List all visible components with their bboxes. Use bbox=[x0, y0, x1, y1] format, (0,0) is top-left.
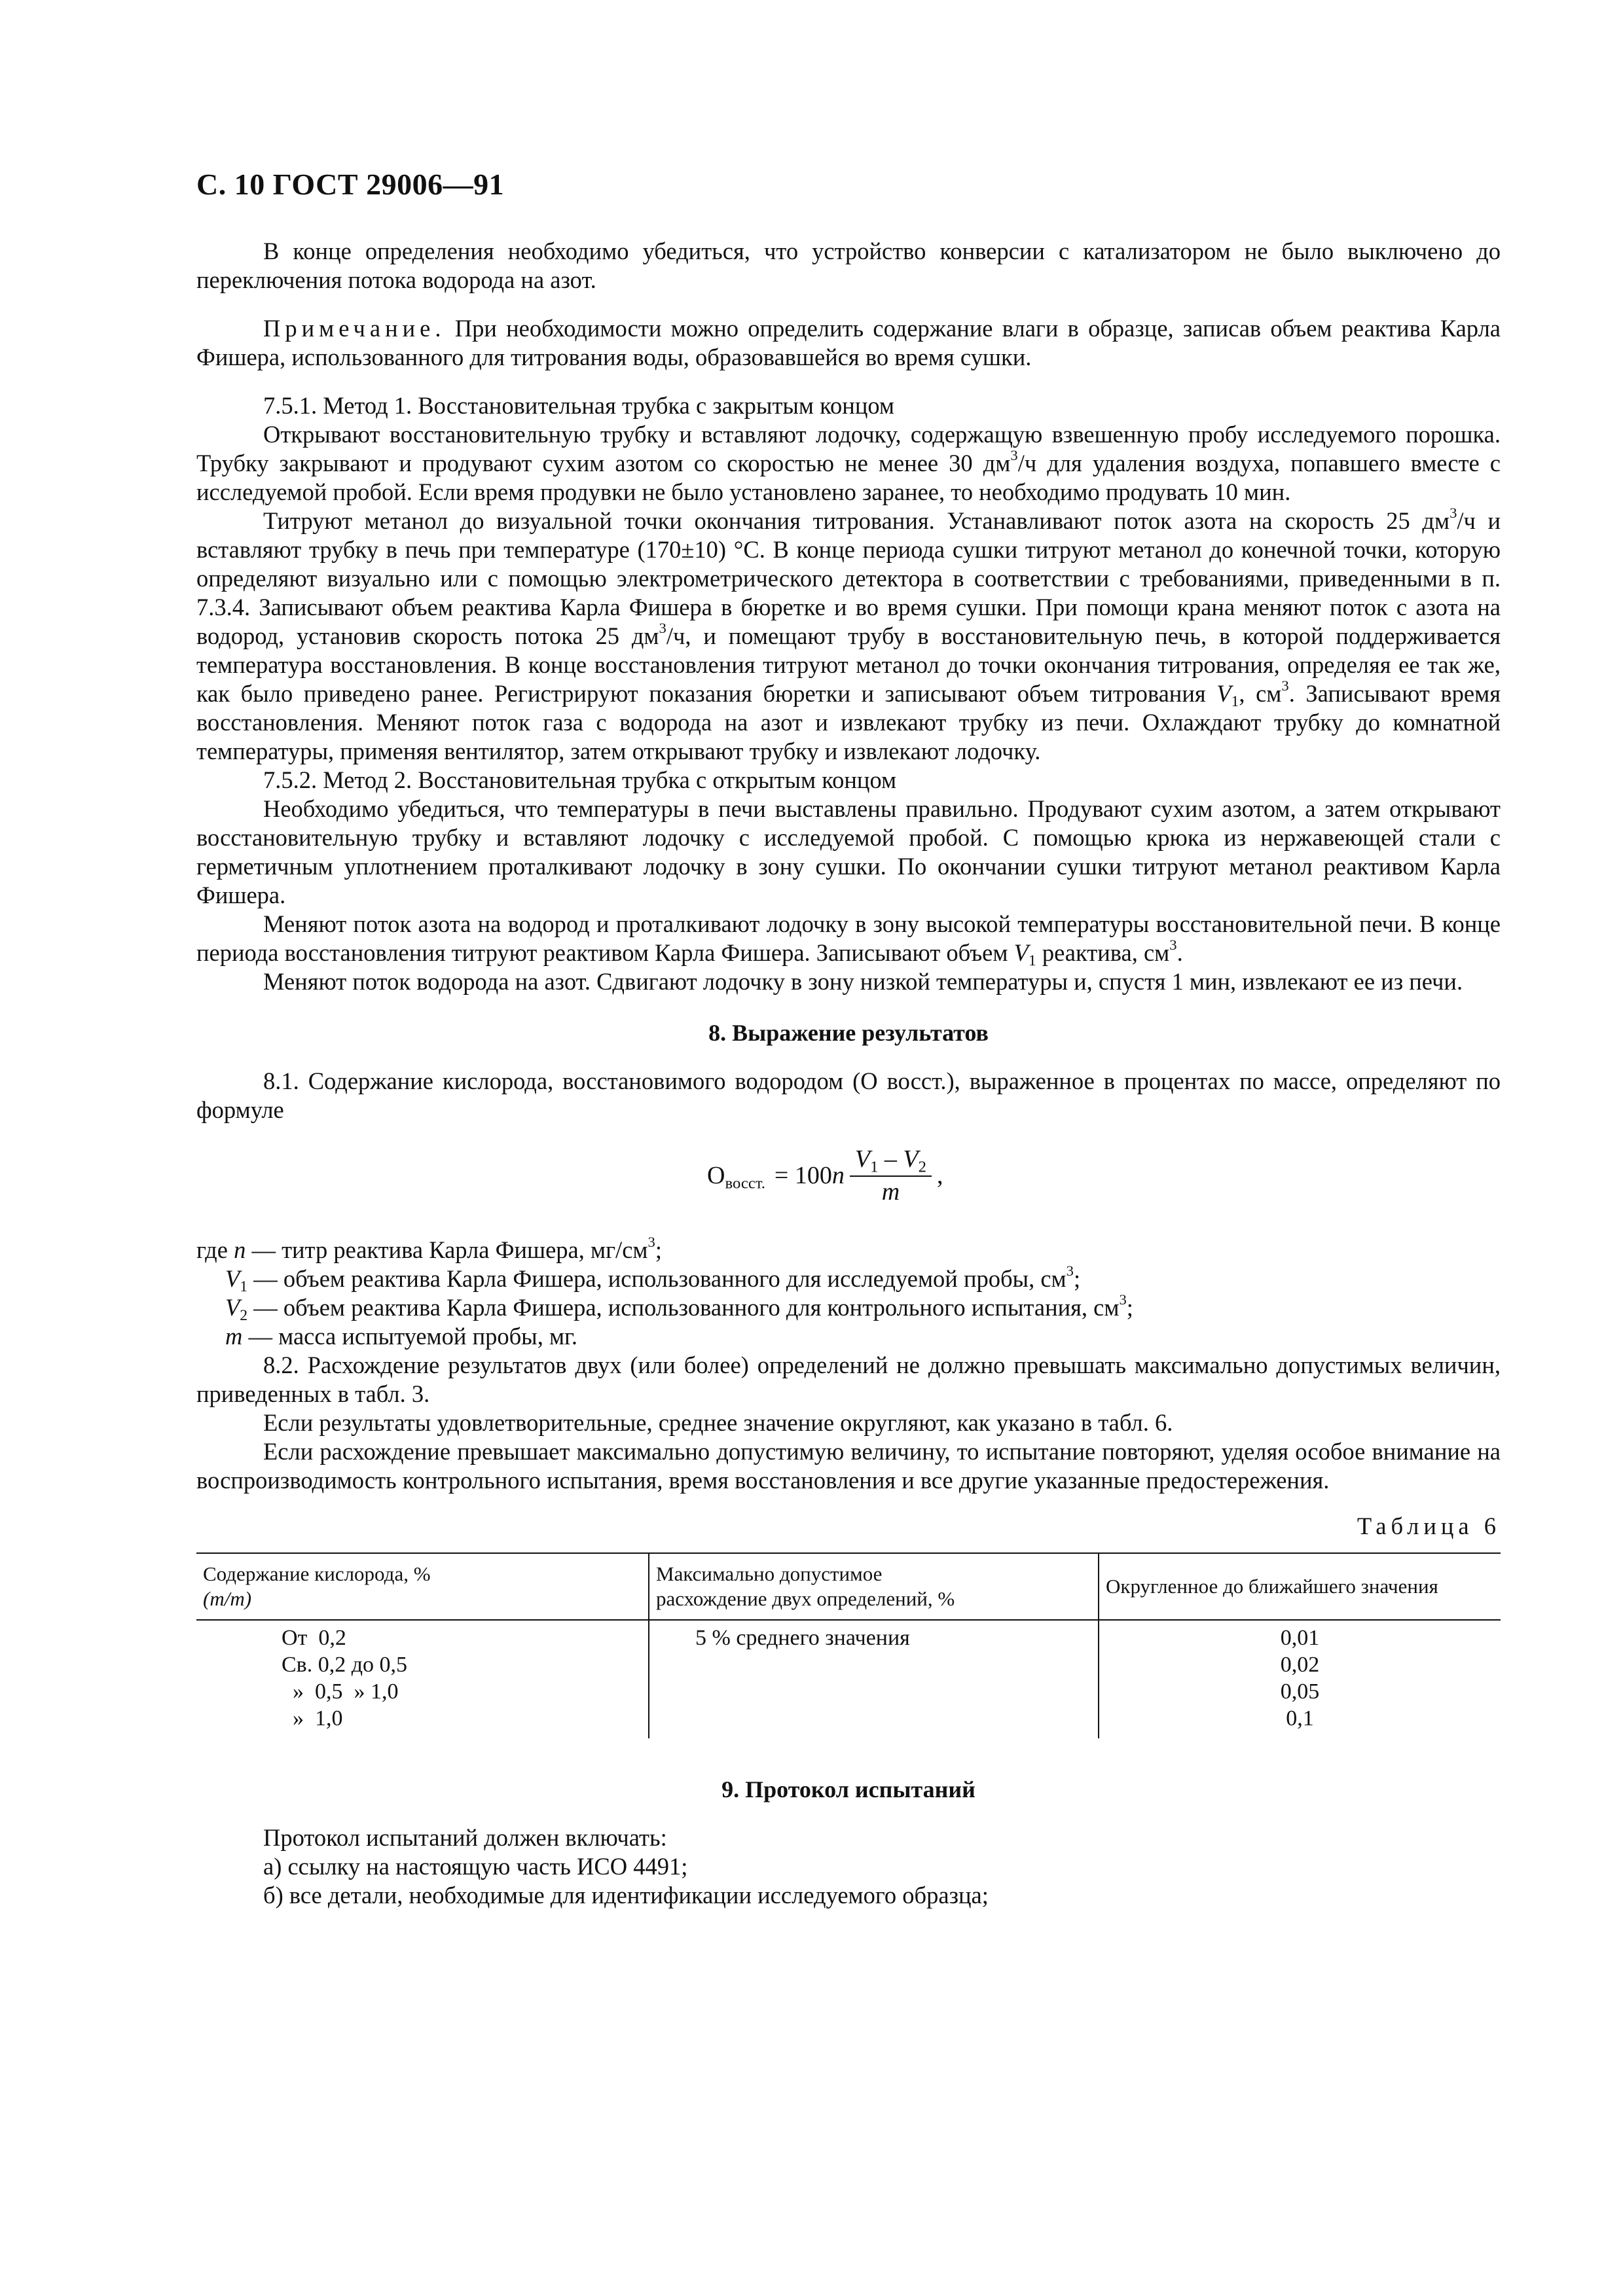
table-row bbox=[196, 1620, 1501, 1738]
section-7-5-1-paragraph-1: Открывают восстановительную трубку и вставляют лодочку, содержащую взвешенную пробу исследуемого порошка. Трубку закрывают и продувают сухим азотом со скоростью не менее 30 $дм^3/ч$ для удаления воздуха, попавшего вместе с исследуемой пробой. Если время продувки не было установлено заранее, то необходимо продувать 10 мин. bbox=[196, 421, 1501, 505]
table-col-oxygen: От 0,2 Св. 0,2 до 0,5 » 0,5 » 1,0 » 1,0 bbox=[282, 1626, 408, 1731]
formula-n: n bbox=[831, 1162, 845, 1189]
section-8-3-paragraph: Если результаты удовлетворительные, среднее значение округляют, как указано в табл. 6. bbox=[263, 1409, 1173, 1436]
table-6-caption: Таблица 6 bbox=[1357, 1513, 1501, 1539]
table-header-discrepancy: Максимально допустимое расхождение двух определений, % bbox=[649, 1553, 1099, 1620]
list-item: б) все детали, необходимые для идентификации исследуемого образца; bbox=[263, 1882, 989, 1909]
table-col-discrepancy: 5 % среднего значения bbox=[649, 1620, 1099, 1738]
table-header-oxygen: Содержание кислорода, % (m/m) bbox=[196, 1553, 649, 1620]
section-7-5-1-paragraph-2: Титруют метанол до визуальной точки окончания титрования. Устанавливают поток азота на скорость 25 $дм^3/ч$ и вставляют трубку в печь при температуре (170±10) °С. В конце периода сушки титруют метанол до конечной точки, которую определяют визуально или с помощью электрометрического детектора в соответствии с требованиями, приведенными в п. 7.3.4. Записывают объем реактива Карла Фишера в бюретке и во время сушки. При помощи крана меняют поток с азота на водород, установив скорость потока 25 $дм^3/ч$, и помещают трубу в восстановительную печь, в которой поддерживается температура восстановления. В конце восстановления титруют метанол до точки окончания титрования, определяя ее так же, как было приведено ранее. Регистрируют показания бюретки и записывают объем титрования $V_1$, $см^3$. Записывают время восстановления. Меняют поток газа с водорода на азот и извлекают трубку из печи. Охлаждают трубку до комнатной температуры, применяя вентилятор, затем открывают трубку и извлекают лодочку. bbox=[196, 505, 1501, 764]
section-8-1-paragraph: 8.1. Содержание кислорода, восстановимого водородом (О восст.), выраженное в процентах по массе, определяют по формуле bbox=[196, 1067, 1501, 1123]
section-8-2-paragraph: 8.2. Расхождение результатов двух (или более) определений не должно превышать максимально допустимых величин, приведенных в табл. 3. bbox=[196, 1352, 1501, 1407]
formula-eq: = 100 bbox=[774, 1162, 832, 1189]
section-7-5-2-paragraph-2: Меняют поток азота на водород и проталкивают лодочку в зону высокой температуры восстановительной печи. В конце периода восстановления титруют реактивом Карла Фишера. Записывают объем $V_1$ реактива, $см^3$. bbox=[196, 910, 1501, 970]
formula-fraction: $\frac{V_1 - V_2}{m}$ bbox=[850, 1144, 932, 1207]
table-col-rounded: 0,01 0,02 0,05 0,1 bbox=[1099, 1620, 1501, 1738]
section-9-heading: 9. Протокол испытаний bbox=[721, 1776, 976, 1803]
section-7-5-2-paragraph-1: Необходимо убедиться, что температуры в печи выставлены правильно. Продувают сухим азотом, а затем открывают восстановительную трубку и вставляют лодочку с исследуемой пробой. С помощью крюка из нержавеющей стали с герметичным уплотнением проталкивают лодочку в зону сушки. По окончании сушки титруют метанол реактивом Карла Фишера. bbox=[196, 795, 1501, 908]
legend-n: где n — титр реактива Карла Фишера, $мг/см^3$; bbox=[196, 1234, 662, 1263]
page-header: С. 10 ГОСТ 29006—91 bbox=[196, 168, 505, 201]
note-text: При необходимости можно определить содержание влаги в образце, записав объем реактива Карла Фишера, использованного для титрования воды, образовавшейся во время сушки. bbox=[196, 315, 1501, 370]
formula: $О_{восст.}$ = 100 n $\frac{V_1 - V_2}{m}$ , bbox=[707, 1145, 943, 1206]
table-6 bbox=[196, 1552, 1501, 1738]
table-header-rounded: Округленное до ближайшего значения bbox=[1099, 1553, 1501, 1620]
legend-v1: $V_1$ — объем реактива Карла Фишера, использованного для исследуемой пробы, $см^3$; bbox=[225, 1263, 1081, 1296]
section-9-paragraph: Протокол испытаний должен включать: bbox=[263, 1824, 667, 1851]
section-8-4-paragraph: Если расхождение превышает максимально допустимую величину, то испытание повторяют, уделяя особое внимание на воспроизводимость контрольного испытания, время восстановления и все другие указанные предостережения. bbox=[196, 1438, 1501, 1494]
section-7-5-2-title: 7.5.2. Метод 2. Восстановительная трубка с открытым концом bbox=[263, 766, 897, 793]
intro-paragraph: В конце определения необходимо убедиться, что устройство конверсии с катализатором не было выключено до переключения потока водорода на азот. bbox=[196, 238, 1501, 293]
list-item: а) ссылку на настоящую часть ИСО 4491; bbox=[263, 1853, 688, 1880]
document-body bbox=[196, 237, 1501, 1910]
formula-legend bbox=[196, 1236, 1501, 1351]
section-7-5-2-paragraph-3: Меняют поток водорода на азот. Сдвигают лодочку в зону низкой температуры и, спустя 1 мин, извлекают ее из печи. bbox=[263, 968, 1463, 995]
note-label: Примечание. bbox=[263, 315, 446, 342]
formula-lhs: $О_{восст.}$ bbox=[707, 1162, 765, 1193]
legend-v2: $V_2$ — объем реактива Карла Фишера, использованного для контрольного испытания, $см^3$; bbox=[225, 1291, 1133, 1325]
section-7-5-1-title: 7.5.1. Метод 1. Восстановительная трубка с закрытым концом bbox=[263, 392, 895, 419]
legend-m: m — масса испытуемой пробы, мг. bbox=[225, 1323, 578, 1350]
section-9-list bbox=[196, 1852, 1501, 1910]
note-paragraph bbox=[196, 314, 1501, 372]
section-8-heading: 8. Выражение результатов bbox=[708, 1020, 989, 1046]
